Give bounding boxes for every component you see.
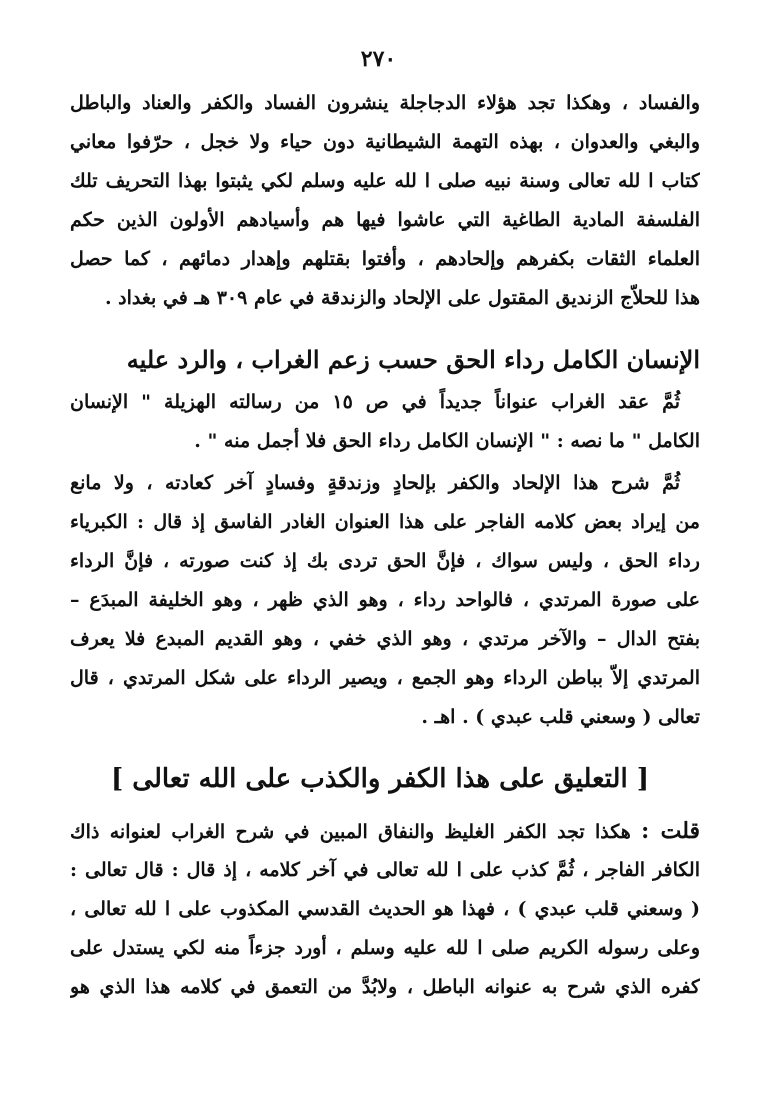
- qult-label: قلت :: [641, 818, 700, 844]
- text-line: وعلى رسوله الكريم صلى ا لله عليه وسلم ، أورد جزءاً منه لكي يستدل على: [70, 937, 700, 959]
- text-line: الكامل " ما نصه : " الإنسان الكامل رداء الحق فلا أجمل منه " .: [194, 430, 700, 452]
- text-line: كفره الذي شرح به عنوانه الباطل ، ولابُدَّ من التعمق في كلامه هذا الذي هو: [70, 976, 700, 998]
- paragraph-4: [70, 812, 700, 1007]
- text-line: والفساد ، وهكذا تجد هؤلاء الدجاجلة ينشرون الفساد والكفر والعناد والباطل: [70, 92, 700, 114]
- text-line: والبغي والعدوان ، بهذه التهمة الشيطانية دون حياء ولا خجل ، حرّفوا معاني: [70, 131, 700, 153]
- page-number: ٢٧٠: [360, 46, 397, 72]
- text-line: رداء الحق ، وليس سواك ، فإنَّ الحق تردى بك إذ كنت صورته ، فإنَّ الرداء: [70, 550, 700, 572]
- text-line-first-body: هكذا تجد الكفر الغليظ والنفاق المبين في شرح الغراب لعنوانه ذاك: [70, 821, 631, 843]
- text-line: بفتح الدال – والآخر مرتدي ، وهو الذي خفي ، وهو القديم المبدع فلا يعرف: [70, 628, 700, 650]
- section-heading-1: الإنسان الكامل رداء الحق حسب زعم الغراب ، والرد عليه: [126, 345, 700, 374]
- text-line: الفلسفة المادية الطاغية التي عاشوا فيها هم وأسيادهم الأولون الذين حكم: [70, 209, 700, 231]
- text-line: على صورة المرتدي ، فالواحد رداء ، وهو الذي ظهر ، وهو الخليفة المبدَع –: [70, 589, 700, 611]
- text-line: كتاب ا لله تعالى وسنة نبيه صلى ا لله عليه وسلم لكي يثبتوا بهذا التحريف تلك: [70, 170, 700, 192]
- text-line: تعالى ( وسعني قلب عبدي ) . اهـ .: [421, 706, 700, 728]
- section-heading-2: [ التعليق على هذا الكفر والكذب على الله تعالى ]: [110, 764, 650, 794]
- text-line: ثُمَّ عقد الغراب عنواناً جديداً في ص ١٥ من رسالته الهزيلة " الإنسان: [70, 391, 681, 413]
- text-line: ( وسعني قلب عبدي ) ، فهذا هو الحديث القدسي المكذوب على ا لله تعالى ،: [70, 898, 700, 920]
- paragraph-1: [70, 84, 700, 318]
- paragraph-2: [70, 383, 700, 461]
- text-line: ثُمَّ شرح هذا الإلحاد والكفر بإلحادٍ وزندقةٍ وفسادٍ آخر كعادته ، ولا مانع: [70, 472, 680, 494]
- text-line: الكافر الفاجر ، ثُمَّ كذب على ا لله تعالى في آخر كلامه ، إذ قال : قال تعالى :: [70, 859, 700, 881]
- paragraph-3: [70, 464, 700, 737]
- text-line: هذا للحلاّج الزنديق المقتول على الإلحاد والزندقة في عام ٣٠٩ هـ في بغداد .: [104, 287, 700, 309]
- text-line: المرتدي إلاّ بباطن الرداء وهو الجمع ، ويصير الرداء على شكل المرتدي ، قال: [70, 667, 700, 689]
- text-line: من إيراد بعض كلامه الفاجر على هذا العنوان الغادر الفاسق إذ قال : الكبرياء: [70, 511, 700, 533]
- text-line: العلماء الثقات بكفرهم وإلحادهم ، وأفتوا بقتلهم وإهدار دمائهم ، كما حصل: [70, 248, 700, 270]
- text-line-first: [70, 812, 700, 851]
